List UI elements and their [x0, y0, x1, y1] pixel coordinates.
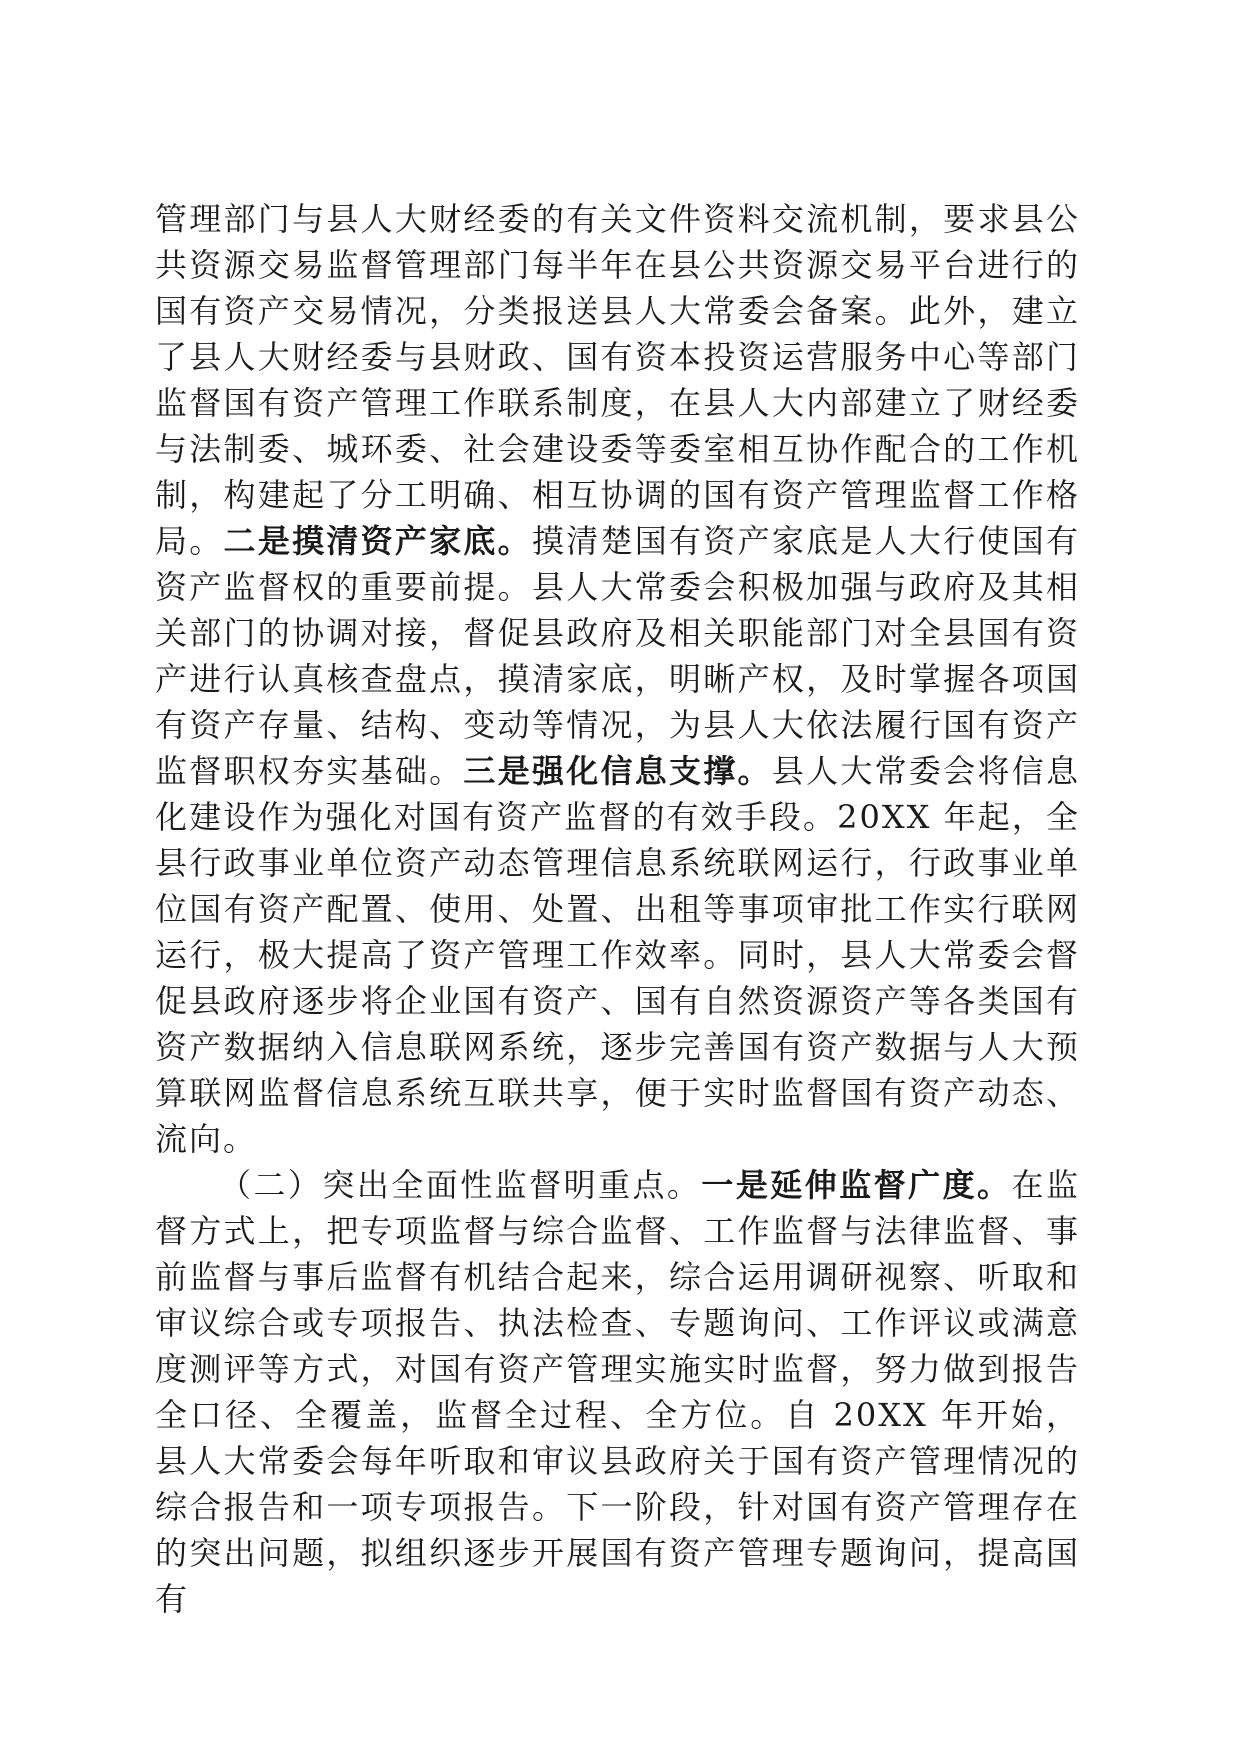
subheading-three: 三是强化信息支撑。 [463, 752, 772, 790]
paragraph-1-text-c: 县人大常委会将信息化建设作为强化对国有资产监督的有效手段。20XX 年起，全县行政事业单位资产动态管理信息系统联网运行，行政事业单位国有资产配置、使用、处置、出租等事项审批工作实行联网运行，极大提高了资产管理工作效率。同时，县人大常委会督促县政府逐步将企业国有资产、国有自然资源资产等各类国有资产数据纳入信息联网系统，逐步完善国有资产数据与人大预算联网监督信息系统互联共享，便于实时监督国有资产动态、流向。 [155, 752, 1080, 1158]
subheading-one: 一是延伸监督广度。 [701, 1166, 1012, 1204]
document-body [155, 196, 1080, 1622]
paragraph-2-text: 在监督方式上，把专项监督与综合监督、工作监督与法律监督、事前监督与事后监督有机结合起来，综合运用调研视察、听取和审议综合或专项报告、执法检查、专题询问、工作评议或满意度测评等方式，对国有资产管理实施实时监督，努力做到报告全口径、全覆盖，监督全过程、全方位。自 20XX 年开始，县人大常委会每年听取和审议县政府关于国有资产管理情况的综合报告和一项专项报告。下一阶段，针对国有资产管理存在的突出问题，拟组织逐步开展国有资产管理专题询问，提高国有 [155, 1166, 1080, 1618]
paragraph-1-text-b: 摸清楚国有资产家底是人大行使国有资产监督权的重要前提。县人大常委会积极加强与政府及其相关部门的协调对接，督促县政府及相关职能部门对全县国有资产进行认真核查盘点，摸清家底，明晰产权，及时掌握各项国有资产存量、结构、变动等情况，为县人大依法履行国有资产监督职权夯实基础。 [155, 522, 1080, 790]
section-heading: （二）突出全面性监督明重点。 [219, 1166, 702, 1204]
paragraph-1-text-a: 管理部门与县人大财经委的有关文件资料交流机制，要求县公共资源交易监督管理部门每半年在县公共资源交易平台进行的国有资产交易情况，分类报送县人大常委会备案。此外，建立了县人大财经委与县财政、国有资本投资运营服务中心等部门监督国有资产管理工作联系制度，在县人大内部建立了财经委与法制委、城环委、社会建设委等委室相互协作配合的工作机制，构建起了分工明确、相互协调的国有资产管理监督工作格局。 [155, 200, 1080, 560]
paragraph-1 [155, 196, 1080, 1162]
subheading-two: 二是摸清资产家底。 [223, 522, 532, 560]
paragraph-2 [155, 1162, 1080, 1622]
